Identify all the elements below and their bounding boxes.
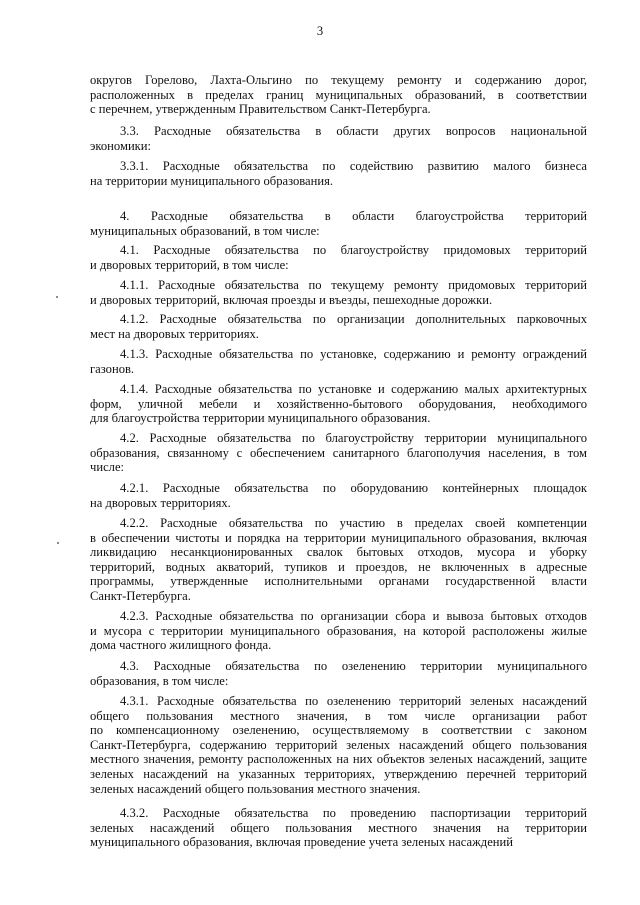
- paragraph: [90, 124, 587, 153]
- text-line: зеленых насаждений общего пользования местного значения на территории: [90, 820, 587, 835]
- text-line: 4.2.1. Расходные обязательства по оборудованию контейнерных площадок: [120, 481, 587, 495]
- text-line: общего пользования местного значения, в том числе организации работ: [90, 708, 587, 723]
- paragraph: [90, 312, 587, 341]
- text-line: 4.2.2. Расходные обязательства по участию в пределах своей компетенции: [120, 516, 587, 530]
- text-line: для благоустройства территории муниципального образования.: [90, 411, 431, 426]
- text-line: газонов.: [90, 361, 135, 376]
- text-line: и дворовых территорий, в том числе:: [90, 257, 289, 272]
- paragraph: [90, 516, 587, 604]
- text-line: 3.3. Расходные обязательства в области других вопросов национальной: [120, 124, 587, 138]
- paragraph: [90, 431, 587, 475]
- text-line: 4.3.2. Расходные обязательства по проведению паспортизации территорий: [120, 806, 587, 820]
- text-line: расположенных в пределах границ муниципальных образований, в соответствии: [90, 87, 587, 102]
- scan-speck: [57, 542, 59, 544]
- text-line: зеленых насаждений общего пользования местного значения.: [90, 781, 421, 796]
- page-number: 3: [316, 24, 324, 38]
- text-line: образования, в том числе:: [90, 673, 229, 688]
- text-line: ликвидацию несанкционированных свалок бытовых отходов, мусора и уборку: [90, 545, 587, 560]
- text-line: местного значения, ремонту расположенных на них объектов зеленых насаждений, защите: [90, 752, 587, 767]
- text-line: 4.3. Расходные обязательства по озеленению территории муниципального: [120, 659, 587, 673]
- paragraph: [90, 159, 587, 188]
- paragraph: [90, 347, 587, 376]
- text-line: зеленых насаждений на указанных территориях, утверждению перечней территорий: [90, 766, 587, 781]
- text-line: 4. Расходные обязательства в области благоустройства территорий: [120, 209, 587, 223]
- text-line: программы, утвержденные исполнительными органами государственной власти: [90, 574, 587, 589]
- text-line: 4.1.2. Расходные обязательства по организации дополнительных парковочных: [120, 312, 587, 326]
- text-line: округов Горелово, Лахта-Ольгино по текущему ремонту и содержанию дорог,: [90, 73, 587, 87]
- text-line: экономики:: [90, 138, 152, 153]
- paragraph: [90, 806, 587, 850]
- paragraph: [90, 382, 587, 426]
- text-line: Санкт-Петербурга, содержанию территорий зеленых насаждений общего пользования: [90, 737, 587, 752]
- text-line: на территории муниципального образования.: [90, 173, 334, 188]
- text-line: образования, связанному с обеспечением санитарного благополучия населения, в том: [90, 445, 587, 460]
- text-line: по компенсационному озеленению, осуществляемому в соответствии с законом: [90, 723, 587, 738]
- paragraph: [90, 659, 587, 688]
- paragraph: [90, 278, 587, 307]
- text-line: муниципальных образований, в том числе:: [90, 223, 320, 238]
- text-line: 4.3.1. Расходные обязательства по озеленению территорий зеленых насаждений: [120, 694, 587, 708]
- text-line: Санкт-Петербурга.: [90, 588, 191, 603]
- text-line: в обеспечении чистоты и порядка на территории муниципального образования, включая: [90, 530, 587, 545]
- text-line: 3.3.1. Расходные обязательства по содействию развитию малого бизнеса: [120, 159, 587, 173]
- paragraph: [90, 481, 587, 510]
- text-line: дома частного жилищного фонда.: [90, 638, 272, 653]
- text-line: с перечнем, утвержденным Правительством Санкт-Петербурга.: [90, 102, 431, 117]
- scan-speck: [56, 296, 58, 298]
- text-line: на дворовых территориях.: [90, 495, 231, 510]
- paragraph: [90, 209, 587, 238]
- text-line: 4.1.4. Расходные обязательства по установке и содержанию малых архитектурных: [120, 382, 587, 396]
- text-line: 4.1.3. Расходные обязательства по установке, содержанию и ремонту ограждений: [120, 347, 587, 361]
- text-line: 4.1. Расходные обязательства по благоустройству придомовых территорий: [120, 243, 587, 257]
- text-line: 4.2.3. Расходные обязательства по организации сбора и вывоза бытовых отходов: [120, 609, 587, 623]
- text-line: муниципального образования, включая проведение учета зеленых насаждений: [90, 835, 514, 850]
- paragraph: [90, 609, 587, 653]
- paragraph: [90, 243, 587, 272]
- text-line: 4.2. Расходные обязательства по благоустройству территории муниципального: [120, 431, 587, 445]
- text-line: форм, уличной мебели и хозяйственно-бытового оборудования, необходимого: [90, 396, 587, 411]
- text-line: территорий, водных акваторий, тупиков и проездов, не включенных в адресные: [90, 559, 587, 574]
- text-line: и дворовых территорий, включая проезды и въезды, пешеходные дорожки.: [90, 292, 493, 307]
- text-line: и мусора с территории муниципального образования, на которой расположены жилые: [90, 623, 587, 638]
- paragraph: [90, 694, 587, 796]
- text-line: числе:: [90, 460, 125, 475]
- paragraph: [90, 73, 587, 117]
- text-line: мест на дворовых территориях.: [90, 326, 259, 341]
- text-line: 4.1.1. Расходные обязательства по текущему ремонту придомовых территорий: [120, 278, 587, 292]
